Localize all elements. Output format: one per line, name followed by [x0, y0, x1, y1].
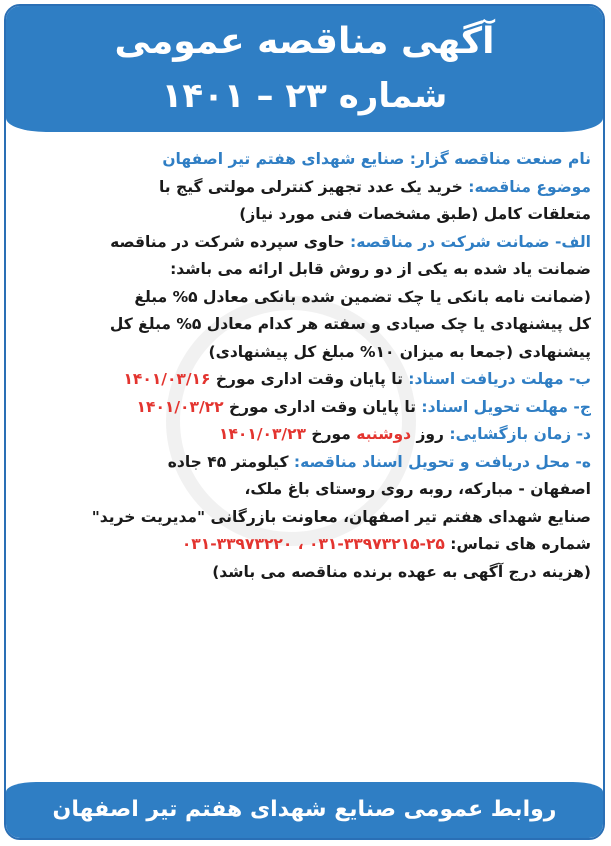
contact-numbers: شماره های تماس: ۲۵-۳۳۹۷۳۲۱۵-۰۳۱ ، ۳۳۹۷۳۲۲۰-۰۳۱: [181, 535, 591, 553]
ad-cost-note: (هزینه درج آگهی به عهده برنده مناقصه می باشد): [212, 562, 591, 581]
document-receipt-deadline: ب- مهلت دریافت اسناد: تا پایان وقت اداری مورخ ۱۴۰۱/۰۳/۱۶: [123, 370, 591, 388]
guarantee-text-2: (ضمانت نامه بانکی یا چک تضمین شده بانکی معادل ۵% مبلغ: [134, 287, 591, 306]
notice-header: [6, 6, 603, 132]
guarantee-heading: الف- ضمانت شرکت در مناقصه: حاوی سپرده شرکت در مناقصه: [110, 232, 591, 251]
notice-body: [20, 146, 591, 586]
notice-title: آگهی مناقصه عمومی: [114, 21, 495, 62]
guarantee-text-3: کل پیشنهادی یا چک صیادی و سفته هر کدام معادل ۵% مبلغ کل: [109, 315, 591, 333]
guarantee-text-1: ضمانت یاد شده به یکی از دو روش قابل ارائه می باشد:: [170, 260, 591, 278]
document-location: ه- محل دریافت و تحویل اسناد مناقصه: کیلومتر ۴۵ جاده: [167, 452, 591, 471]
location-address-1: اصفهان - مبارکه، روبه روی روستای باغ ملک،: [244, 480, 591, 498]
notice-number: شماره ۲۳ – ۱۴۰۱: [161, 76, 448, 116]
notice-footer: روابط عمومی صنایع شهدای هفتم تیر اصفهان: [6, 782, 603, 838]
guarantee-text-4: پیشنهادی (جمعا به میزان ۱۰% مبلغ کل پیشنهادی): [208, 342, 591, 361]
tender-subject-cont: متعلقات کامل (طبق مشخصات فنی مورد نیاز): [239, 205, 591, 223]
location-address-2: صنایع شهدای هفتم تیر اصفهان، معاونت بازرگانی "مدیریت خرید": [91, 507, 591, 526]
tender-subject: موضوع مناقصه: خرید یک عدد تجهیز کنترلی مولتی گیج با: [158, 177, 591, 196]
tender-organizer: نام صنعت مناقصه گزار: صنایع شهدای هفتم تیر اصفهان: [162, 150, 591, 168]
document-delivery-deadline: ج- مهلت تحویل اسناد: تا پایان وقت اداری مورخ ۱۴۰۱/۰۳/۲۲: [136, 397, 591, 416]
notice-frame: [4, 4, 605, 840]
opening-time: د- زمان بازگشایی: روز دوشنبه مورخ ۱۴۰۱/۰۳/۲۳: [218, 425, 591, 443]
